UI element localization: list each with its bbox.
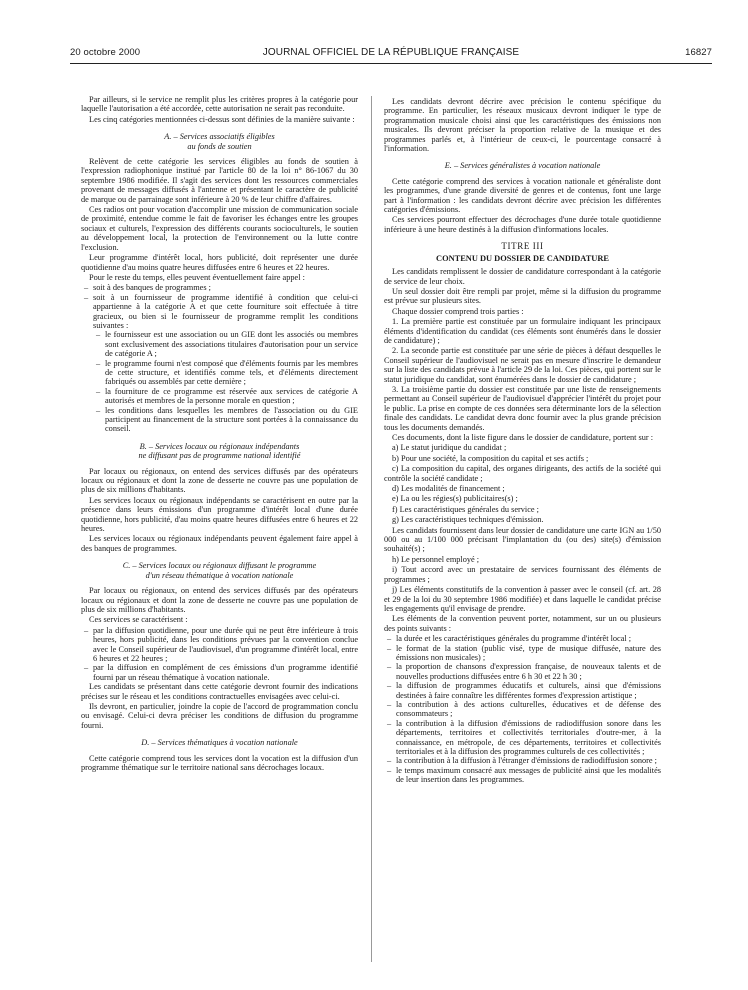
section-heading-line: ne diffusant pas de programme national identifié [138,451,301,461]
section-heading-line: au fonds de soutien [187,141,252,151]
header-rule [70,63,712,64]
list-item: – la contribution à la diffusion d'émissions de radiodiffusion sonore dans les départements, territoires et collectivités territoriales d'outre-mer, à la connaissance, en métropole, de ces départements, territoires et collectivités territoriales et à la diffusion des programmes culturels de ces collectivités ; [396,719,661,757]
paragraph: 1. La première partie est constituée par un formulaire indiquant les principaux éléments d'identification du candidat (ces éléments sont énumérés dans le dossier de candidature) ; [384,317,661,345]
title-heading: TITRE III [501,241,544,252]
paragraph: Les candidats devront décrire avec précision le contenu spécifique du programme. En particulier, les réseaux musicaux devront indiquer le type de programmation musicale choisi ainsi que les caractéristiques des émissions non musicales. Ils devront préciser la proportion relative de la musique et des programmes parlés et, à l'intérieur de ceux-ci, le pourcentage consacré à l'information. [384,97,661,154]
list [81,283,358,434]
paragraph: Par ailleurs, si le service ne remplit plus les critères propres à la catégorie pour laquelle l'autorisation a été accordée, cette autorisation ne serait pas reconduite. [81,95,358,114]
paragraph: 2. La seconde partie est constituée par une série de pièces à défaut desquelles le Conseil supérieur de l'audiovisuel ne serait pas en mesure d'inscrire le demandeur sur la liste des candidats prévue à l'article 29 de la loi. Ces pièces, qui portent sur le statut juridique du candidat, sont énumérées dans le dossier de candidature ; [384,346,661,384]
header-journal-title: JOURNAL OFFICIEL DE LA RÉPUBLIQUE FRANÇAISE [262,47,520,58]
list [81,626,358,682]
page-header [70,47,712,61]
paragraph: Les candidats se présentant dans cette catégorie devront fournir des indications précises sur le réseau et les conditions contractuelles envisagées avec celui-ci. [81,682,358,701]
lettered-item: g) Les caractéristiques techniques d'émission. [392,515,544,525]
paragraph: Chaque dossier comprend trois parties : [392,306,524,316]
list-item: – le programme fourni n'est composé que d'éléments fournis par les membres de cette structure, et identifiés comme tels, et d'éléments directement fabriqués ou assemblés par cette dernière ; [105,359,358,387]
paragraph: Pour le reste du temps, elles peuvent éventuellement faire appel : [89,272,305,282]
list-item: – la contribution à des actions culturelles, éducatives et de défense des consommateurs ; [396,700,661,719]
section-heading-line: d'un réseau thématique à vocation nationale [145,570,294,580]
list [384,634,661,785]
paragraph: Ces radios ont pour vocation d'accomplir une mission de communication sociale de proximité, entendue comme le fait de favoriser les échanges entre les groupes sociaux et culturels, l'expression des différents courants socioculturels, le soutien au développement local, la protection de l'environnement ou la lutte contre l'exclusion. [81,205,358,252]
header-page-number: 16827 [685,47,712,58]
section-heading-line: B. – Services locaux ou régionaux indépendants [139,441,300,451]
title-subheading: CONTENU DU DOSSIER DE CANDIDATURE [436,253,609,263]
left-column [81,95,358,773]
list-item: – la contribution à la diffusion à l'étranger d'émissions de radiodiffusion sonore ; [396,756,661,765]
lettered-item: j) Les éléments constitutifs de la convention à passer avec le conseil (cf. art. 28 et 29 de la loi du 30 septembre 1986 modifiée) et dans laquelle le candidat précise les engagements qu'il envisage de prendre. [384,585,661,613]
right-column [384,97,661,785]
section-heading-c [81,561,358,580]
list-item: – la diffusion de programmes éducatifs et culturels, ainsi que d'émissions destinées à faire connaître les différentes formes d'expression artistique ; [396,681,661,700]
lettered-item: c) La composition du capital, des organes dirigeants, des actifs de la société qui contrôle la société candidate ; [384,464,661,483]
list-item: – le temps maximum consacré aux messages de publicité ainsi que les modalités de leur insertion dans les programmes. [396,766,661,785]
lettered-item: a) Le statut juridique du candidat ; [392,443,507,453]
lettered-item: h) Le personnel employé ; [392,554,480,564]
sub-list [93,330,358,433]
section-heading-e [384,161,661,170]
list-item: – les conditions dans lesquelles les membres de l'association ou du GIE participent au financement de la structure sont portées à la connaissance du conseil. [105,406,358,434]
list-item: – par la diffusion en complément de ces émissions d'un programme identifié fourni par un réseau thématique à vocation nationale. [93,663,358,682]
section-heading-b [81,442,358,461]
list-item: – par la diffusion quotidienne, pour une durée qui ne peut être inférieure à trois heures, hors publicité, dans les conditions prévues par la convention conclue avec le Conseil supérieur de l'audiovisuel, d'un programme d'intérêt local, entre 6 heures et 22 heures ; [93,626,358,664]
section-heading-line: A. – Services associatifs éligibles [164,132,275,142]
lettered-item: e) La ou les régies(s) publicitaires(s) ; [392,494,518,504]
lettered-item: f) Les caractéristiques générales du service ; [392,504,539,514]
paragraph: Par locaux ou régionaux, on entend des services diffusés par des opérateurs locaux ou régionaux et dont la zone de desserte ne couvre pas une population de plus de six millions d'habitants. [81,586,358,614]
section-heading-a [81,132,358,151]
paragraph: 3. La troisième partie du dossier est constituée par une liste de renseignements permettant au Conseil supérieur de l'audiovisuel d'apprécier l'intérêt du projet pour le public. La prise en compte de ces données sera déterminante lors de la sélection finale des candidats. Le candidat devra donc fournir avec la plus grande précision tous les documents demandés. [384,384,661,432]
section-heading-d [81,738,358,747]
lettered-item: d) Les modalités de financement ; [392,484,505,494]
list-item: – la proportion de chansons d'expression française, de nouveaux talents et de nouvelles productions diffusées entre 6 h 30 et 22 h 30 ; [396,662,661,681]
lettered-item: i) Tout accord avec un prestataire de services fournissant des éléments de programmes ; [384,565,661,584]
section-heading-line: E. – Services généralistes à vocation nationale [444,161,601,171]
list-item [93,293,358,434]
header-date: 20 octobre 2000 [70,47,141,58]
paragraph: Relèvent de cette catégorie les services éligibles au fonds de soutien à l'expression radiophonique institué par l'article 80 de la loi n° 86-1067 du 30 septembre 1986 modifiée. Il s'agit des services dont les ressources commerciales provenant de messages diffusés à l'antenne et présentant le caractère de publicité de marque ou de parrainage sont inférieure à 20 % de leur chiffre d'affaires. [81,157,358,204]
list-item-text: soit à un fournisseur de programme identifié à condition que celui-ci appartienne à la catégorie A et que cette fourniture soit effectuée à titre gracieux, ou bien si le fournisseur de programme remplit les conditions suivantes : [93,292,358,330]
paragraph: Les candidats remplissent le dossier de candidature correspondant à la catégorie de service de leur choix. [384,267,661,286]
paragraph: Cette catégorie comprend des services à vocation nationale et généraliste dont les programmes, d'une grande diversité de genres et de contenus, font une large part à l'information : les candidats devront décrire avec précision les différentes catégories d'émissions. [384,176,661,215]
list-item: – la fourniture de ce programme est réservée aux services de catégorie A autorisés et membres de la personne morale en question ; [105,387,358,406]
list-item: – soit à des banques de programmes ; [93,283,358,292]
paragraph: Un seul dossier doit être rempli par projet, même si la diffusion du programme est prévue sur plusieurs sites. [384,286,661,306]
paragraph: Ces documents, dont la liste figure dans le dossier de candidature, portent sur : [392,433,654,442]
paragraph: Les services locaux ou régionaux indépendants se caractérisent en outre par la présence dans leurs émissions d'un programme d'intérêt local d'une durée quotidienne, hors publicité, d'au moins quatre heures diffusées entre 6 heures et 22 heures. [81,495,358,534]
paragraph: Par locaux ou régionaux, on entend des services diffusés par des opérateurs locaux ou régionaux et dont la zone de desserte ne couvre pas une population de plus de six millions d'habitants. [81,466,358,495]
paragraph: Les éléments de la convention peuvent porter, notamment, sur un ou plusieurs des points suivants : [384,614,661,633]
paragraph: Leur programme d'intérêt local, hors publicité, doit représenter une durée quotidienne d'au moins quatre heures diffusées entre 6 heures et 22 heures. [81,253,358,272]
section-heading-line: C. – Services locaux ou régionaux diffusant le programme [122,561,317,571]
paragraph: Ils devront, en particulier, joindre la copie de l'accord de programmation conclu ou envisagé. Celui-ci devra préciser les conditions de diffusion du programme fourni. [81,701,358,730]
list-item: – la durée et les caractéristiques générales du programme d'intérêt local ; [396,634,661,643]
column-divider [371,96,372,962]
paragraph: Ces services se caractérisent : [89,615,188,625]
paragraph: Les candidats fournissent dans leur dossier de candidature une carte IGN au 1/50 000 ou au 1/100 000 précisant l'implantation du (ou des) site(s) d'émission souhaité(s) ; [384,525,661,554]
section-heading-line: D. – Services thématiques à vocation nationale [141,738,298,748]
paragraph: Cette catégorie comprend tous les services dont la vocation est la diffusion d'un programme thématique sur le territoire national sans décrochages locaux. [81,753,358,772]
list-item: – le format de la station (public visé, type de musique diffusée, nature des émissions non musicales) ; [396,644,661,663]
lettered-item: b) Pour une société, la composition du capital et ses actifs ; [392,453,589,463]
list-item: – le fournisseur est une association ou un GIE dont les associés ou membres sont exclusivement des associations titulaires d'autorisation pour un service de catégorie A ; [105,330,358,358]
paragraph: Les cinq catégories mentionnées ci-dessus sont définies de la manière suivante : [89,114,355,124]
paragraph: Ces services pourront effectuer des décrochages d'une durée totale quotidienne inférieure à une heure destinés à la diffusion d'informations locales. [384,215,661,234]
paragraph: Les services locaux ou régionaux indépendants peuvent également faire appel à des banques de programmes. [81,534,358,553]
